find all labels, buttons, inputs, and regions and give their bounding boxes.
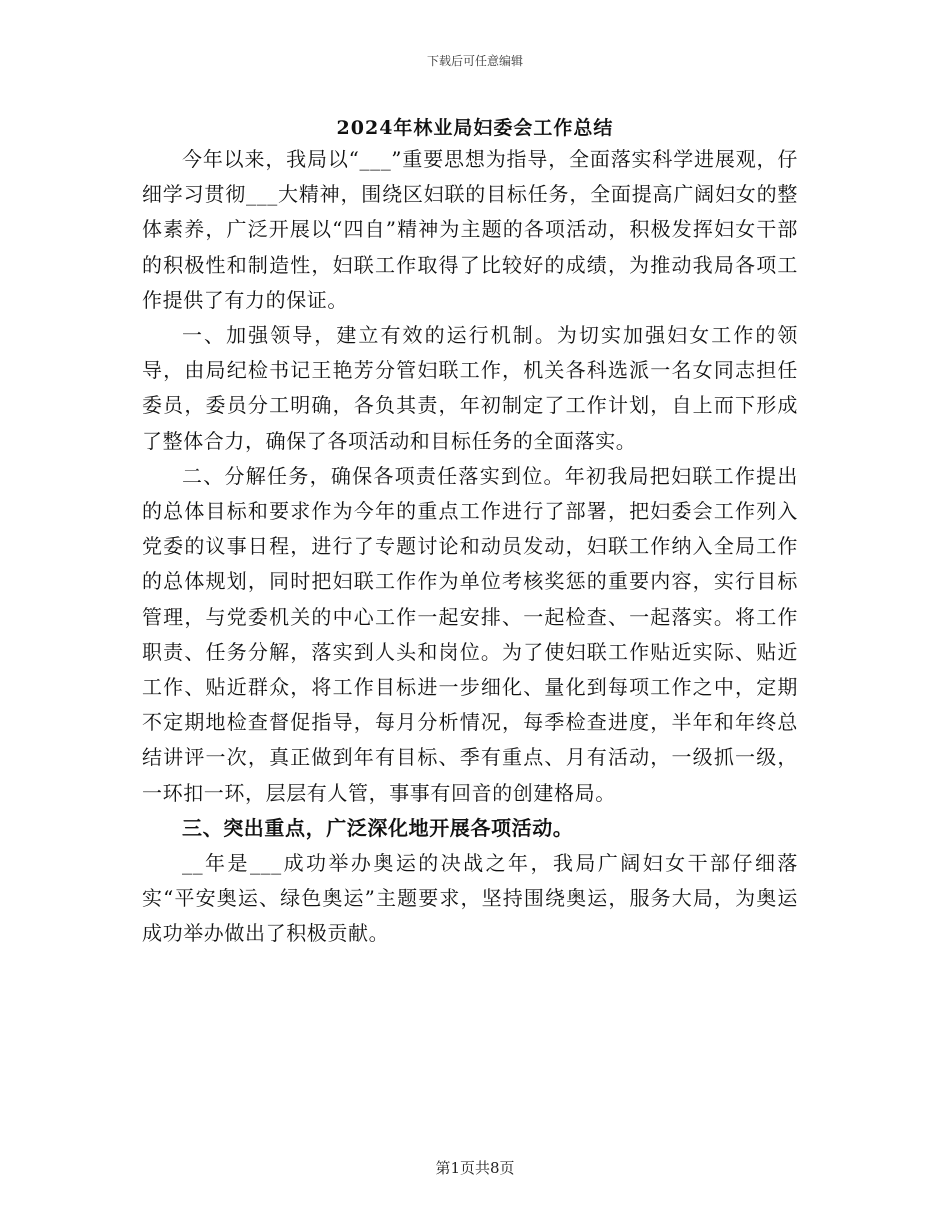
section-3-heading: 三、突出重点，广泛深化地开展各项活动。 [182,815,574,840]
page-header-note: 下载后可任意编辑 [426,54,523,68]
paragraph-section-2: 二、分解任务，确保各项责任落实到位。年初我局把妇联工作提出的总体目标和要求作为今年的重点工作进行了部署，把妇委会工作列入党委的议事日程，进行了专题讨论和动员发动，妇联工作纳入全局工作的总体规划，同时把妇联工作作为单位考核奖惩的重要内容，实行目标管理，与党委机关的中心工作一起安排、一起检查、一起落实。将工作职责、任务分解，落实到人头和岗位。为了使妇联工作贴近实际、贴近工作、贴近群众，将工作目标进一步细化、量化到每项工作之中，定期不定期地检查督促指导，每月分析情况，每季检查进度，半年和年终总结讲评一次，真正做到年有目标、季有重点、月有活动，一级抓一级，一环扣一环，层层有人管，事事有回音的创建格局。 [142,463,798,805]
document-body [142,142,798,952]
paragraph-section-3: __年是___成功举办奥运的决战之年，我局广阔妇女干部仔细落实“平安奥运、绿色奥运”主题要求，坚持围绕奥运，服务大局，为奥运成功举办做出了积极贡献。 [142,851,798,946]
paragraph-section-1: 一、加强领导，建立有效的运行机制。为切实加强妇女工作的领导，由局纪检书记王艳芳分管妇联工作，机关各科选派一名女同志担任委员，委员分工明确，各负其责，年初制定了工作计划，自上而下形成了整体合力，确保了各项活动和目标任务的全面落实。 [142,323,798,453]
document-title: 2024年林业局妇委会工作总结 [336,117,614,139]
page-number-footer: 第1页共8页 [435,1159,515,1177]
paragraph-intro: 今年以来，我局以“___”重要思想为指导，全面落实科学进展观，仔细学习贯彻___大精神，围绕区妇联的目标任务，全面提高广阔妇女的整体素养，广泛开展以“四自”精神为主题的各项活动，积极发挥妇女干部的积极性和制造性，妇联工作取得了比较好的成绩，为推动我局各项工作提供了有力的保证。 [142,147,798,312]
